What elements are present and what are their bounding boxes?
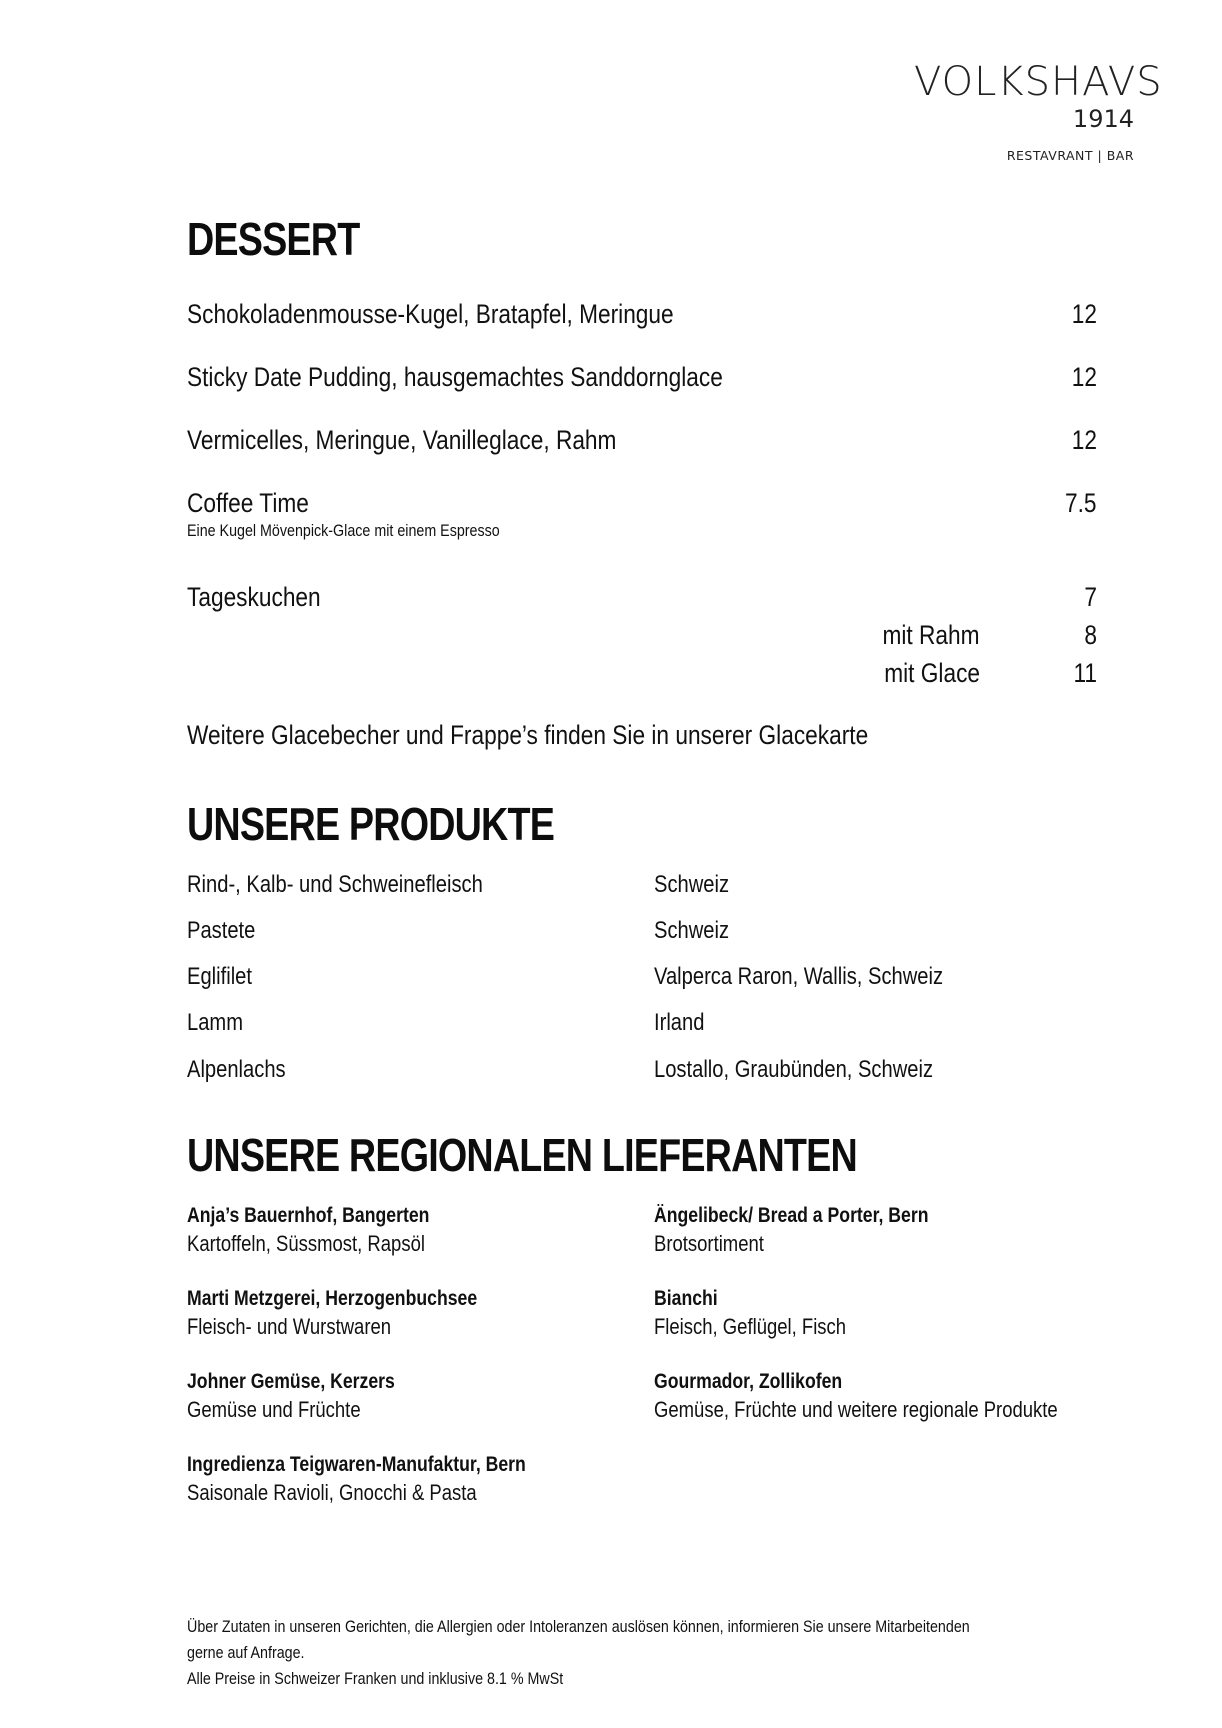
supplier-item: [187, 1368, 647, 1424]
supplier-description: Gemüse und Früchte: [187, 1397, 361, 1422]
dessert-item-name: Coffee Time: [187, 488, 309, 518]
allergen-notice: Über Zutaten in unseren Gerichten, die Allergien oder Intoleranzen auslösen können, informieren Sie unsere Mitarbeitenden: [187, 1617, 970, 1636]
dessert-option: [800, 656, 1097, 690]
supplier-description: Gemüse, Früchte und weitere regionale Produkte: [654, 1397, 1058, 1422]
dessert-item-price: 7.5: [1065, 488, 1097, 518]
product-name: Pastete: [187, 917, 256, 944]
dessert-item-name: Sticky Date Pudding, hausgemachtes Sanddornglace: [187, 362, 723, 392]
product-row: [187, 916, 1087, 946]
supplier-description: Brotsortiment: [654, 1231, 764, 1256]
dessert-item: [187, 297, 1097, 331]
dessert-item-price: 12: [1071, 362, 1097, 392]
supplier-name: Ängelibeck/ Bread a Porter, Bern: [654, 1204, 929, 1227]
supplier-name: Anja’s Bauernhof, Bangerten: [187, 1204, 430, 1227]
dessert-option-label: mit Glace: [884, 658, 980, 688]
supplier-description: Kartoffeln, Süssmost, Rapsöl: [187, 1231, 425, 1256]
dessert-item: [187, 580, 1097, 614]
dessert-item-name: Vermicelles, Meringue, Vanilleglace, Rahm: [187, 425, 617, 455]
supplier-item: [654, 1368, 1114, 1424]
restaurant-logo: [914, 59, 1163, 163]
product-name: Eglifilet: [187, 963, 252, 990]
dessert-item-name: Schokoladenmousse-Kugel, Bratapfel, Meringue: [187, 299, 674, 329]
dessert-option: [800, 618, 1097, 652]
dessert-item: [187, 486, 1097, 540]
product-name: Alpenlachs: [187, 1056, 286, 1083]
glacekarte-note: Weitere Glacebecher und Frappe’s finden Sie in unserer Glacekarte: [187, 720, 869, 750]
suppliers-heading: UNSERE REGIONALEN LIEFERANTEN: [187, 1129, 857, 1181]
dessert-option-price: 8: [1084, 620, 1097, 650]
product-origin: Irland: [654, 1009, 705, 1036]
dessert-item: [187, 360, 1097, 394]
supplier-name: Johner Gemüse, Kerzers: [187, 1370, 395, 1393]
product-row: [187, 1055, 1087, 1085]
product-name: Rind-, Kalb- und Schweinefleisch: [187, 871, 483, 898]
product-origin: Valperca Raron, Wallis, Schweiz: [654, 963, 944, 990]
allergen-notice-continued: gerne auf Anfrage.: [187, 1643, 305, 1662]
dessert-item-description: Eine Kugel Mövenpick-Glace mit einem Espresso: [187, 521, 500, 540]
logo-year: 1914: [1072, 105, 1134, 133]
supplier-item: [187, 1202, 647, 1258]
dessert-option-price: 11: [1073, 658, 1097, 688]
supplier-name: Marti Metzgerei, Herzogenbuchsee: [187, 1287, 478, 1310]
supplier-item: [187, 1451, 647, 1507]
product-row: [187, 1008, 1087, 1038]
product-name: Lamm: [187, 1009, 244, 1036]
product-row: [187, 870, 1087, 900]
supplier-name: Ingredienza Teigwaren-Manufaktur, Bern: [187, 1453, 526, 1476]
price-notice: Alle Preise in Schweizer Franken und inklusive 8.1 % MwSt: [187, 1669, 564, 1688]
footer-disclaimer: [187, 1614, 1127, 1692]
supplier-name: Gourmador, Zollikofen: [654, 1370, 843, 1393]
product-row: [187, 962, 1087, 992]
supplier-item: [187, 1285, 647, 1341]
supplier-item: [654, 1202, 1114, 1258]
dessert-option-label: mit Rahm: [882, 620, 980, 650]
logo-name: VOLKSHAVS: [914, 59, 1163, 105]
product-origin: Lostallo, Graubünden, Schweiz: [654, 1056, 934, 1083]
dessert-heading: DESSERT: [187, 213, 360, 265]
supplier-description: Fleisch, Geflügel, Fisch: [654, 1314, 847, 1339]
product-origin: Schweiz: [654, 871, 730, 898]
supplier-name: Bianchi: [654, 1287, 718, 1310]
dessert-item-price: 12: [1071, 425, 1097, 455]
supplier-item: [654, 1285, 1114, 1341]
dessert-item-price: 12: [1071, 299, 1097, 329]
supplier-description: Fleisch- und Wurstwaren: [187, 1314, 392, 1339]
dessert-item-name: Tageskuchen: [187, 582, 321, 612]
dessert-item: [187, 423, 1097, 457]
products-heading: UNSERE PRODUKTE: [187, 798, 555, 850]
logo-subtitle: RESTAVRANT | BAR: [1006, 148, 1134, 163]
product-origin: Schweiz: [654, 917, 730, 944]
supplier-description: Saisonale Ravioli, Gnocchi & Pasta: [187, 1480, 477, 1505]
dessert-item-price: 7: [1084, 582, 1097, 612]
